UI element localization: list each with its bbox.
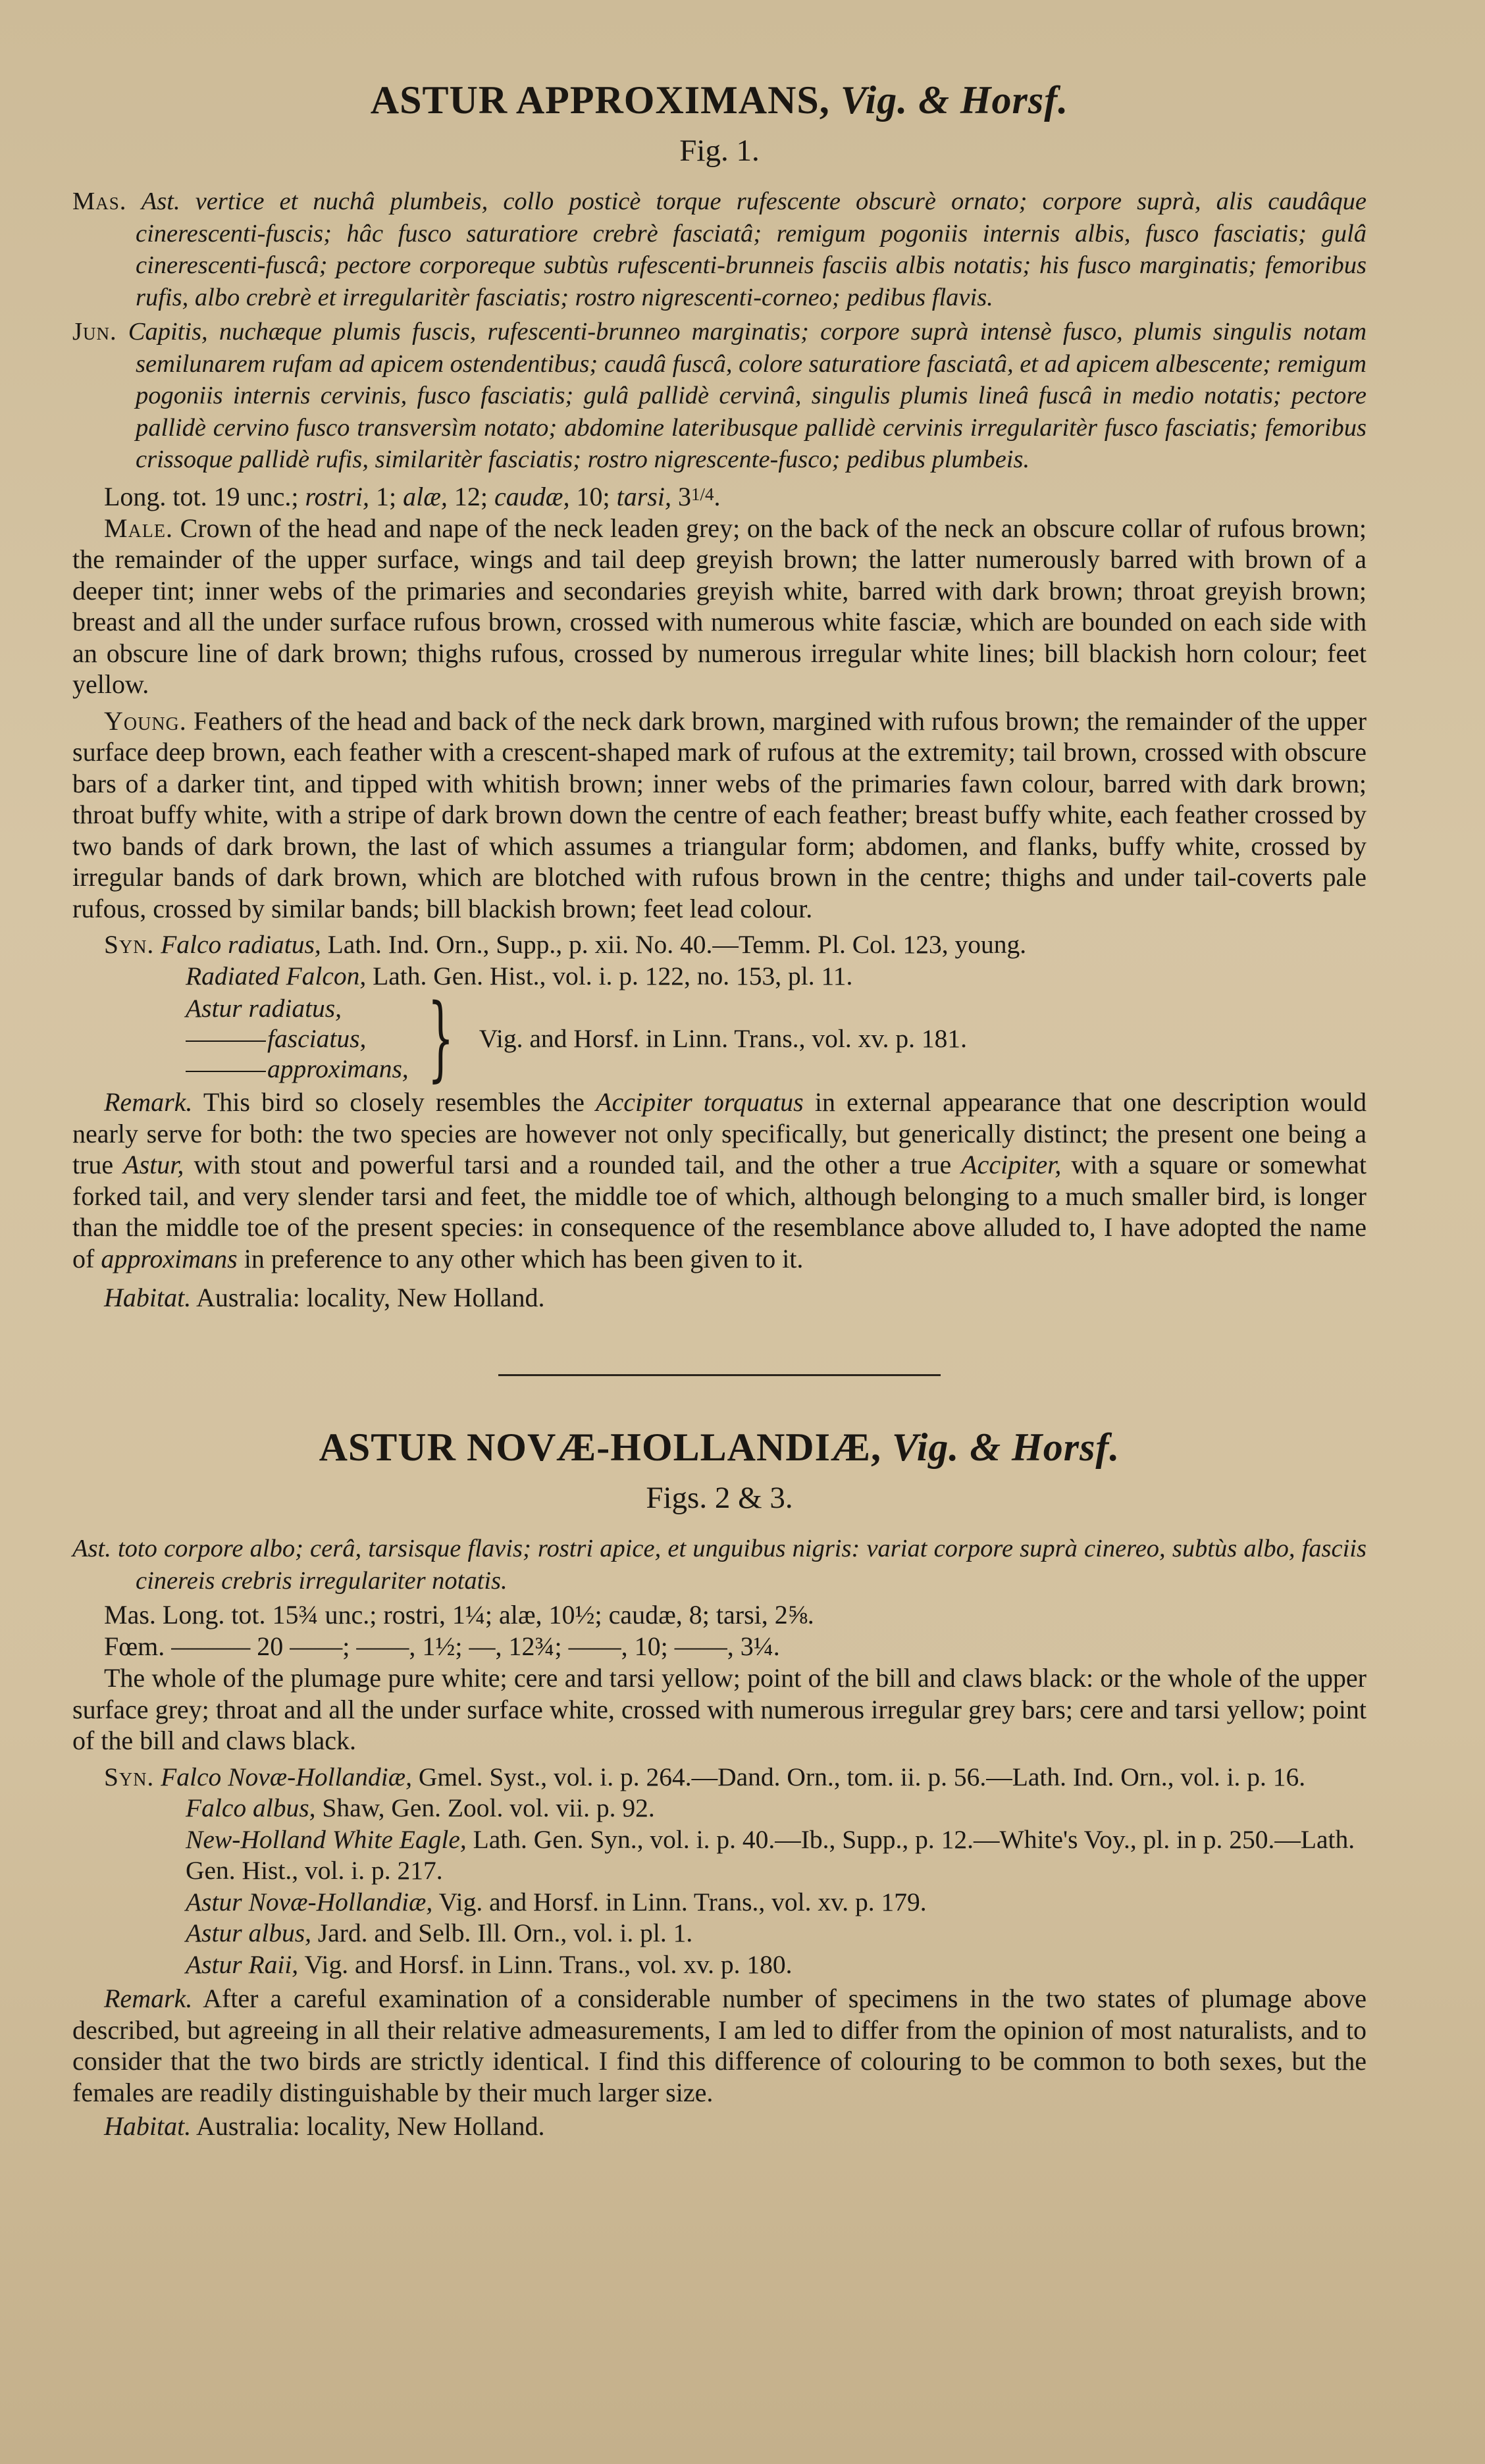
remark-label-2: Remark. — [104, 1984, 193, 2014]
measurements-foem: Fœm. ——— 20 ——; ——, 1½; —, 12¾; ——, 10; ——, 3¼. — [104, 1631, 780, 1662]
habitat-2 — [72, 2111, 1367, 2142]
young-label: Young. — [104, 706, 187, 736]
syn2-2-ref: Shaw, Gen. Zool. vol. vii. p. 92. — [322, 1793, 655, 1823]
ditto-dash — [186, 1040, 266, 1042]
latin-mas — [72, 186, 1367, 313]
m-tot: Long. tot. 19 unc.; — [104, 481, 299, 511]
synonym-2-6 — [72, 1949, 1367, 1981]
habitat-text-2: Australia: locality, New Holland. — [196, 2111, 545, 2142]
syn2-2-name: Falco albus, — [186, 1793, 316, 1823]
species-title-1 — [72, 74, 1367, 126]
habitat-label-1: Habitat. — [104, 1283, 192, 1313]
jun-label: Jun. — [72, 318, 117, 346]
syn2-5-ref: Jard. and Selb. Ill. Orn., vol. i. pl. 1. — [317, 1918, 693, 1948]
synonym-1 — [72, 929, 1367, 961]
remark-seg: approximans — [101, 1243, 238, 1273]
remark-seg: with stout and powerful tarsi and a rounded tail, and the other a true — [194, 1150, 952, 1180]
syn-label-1: Syn. — [104, 930, 155, 960]
synonym-2-2 — [72, 1793, 1367, 1824]
brace-name-1: Astur radiatus, — [186, 994, 342, 1023]
m-alae: 12; — [454, 481, 488, 511]
jun-text: Capitis, nuchæque plumis fuscis, rufescenti-brunneo marginatis; corpore suprà intensè fusco, plumis singulis notam semilunarem rufam ad apicem ostendentibus; caudâ fuscâ, colore saturatiore fasciatâ, et ad apicem albescente; remigum pogoniis internis cervinis, fusco fasciatis; gulâ pallidè cervinâ, singulis plumis lineâ fuscâ in medio notatis; pectore pallidè cervino fusco transversìm notato; abdomine lateribusque pallidè cervinis irregularitèr fusco fasciatis; femoribus crissoque pallidè rufis, similaritèr fasciatis; rostro nigrescente-fusco; pedibus plumbeis. — [128, 318, 1367, 473]
male-description — [72, 513, 1367, 700]
synonym-2 — [72, 961, 1367, 992]
habitat-text-1: Australia: locality, New Holland. — [196, 1283, 545, 1313]
syn2-name: Radiated Falcon, — [186, 961, 367, 990]
remark-seg: Accipiter torquatus — [596, 1087, 804, 1117]
synonym-2-1 — [72, 1762, 1367, 1793]
remark-seg: This bird so closely resembles the — [203, 1087, 585, 1117]
syn2-1-ref: Gmel. Syst., vol. i. p. 264.—Dand. Orn., tom. ii. p. 56.—Lath. Ind. Orn., vol. i. p. 16. — [418, 1762, 1306, 1791]
remark-seg: in preference to any other which has been given to it. — [244, 1243, 804, 1273]
species-name: ASTUR NOVÆ-HOLLANDIÆ, — [319, 1425, 881, 1470]
measurements-mas: Mas. Long. tot. 15¾ unc.; rostri, 1¼; alæ, 10½; caudæ, 8; tarsi, 2⅝. — [104, 1600, 814, 1630]
mas-text: Ast. vertice et nuchâ plumbeis, collo posticè torque rufescente obscurè ornato; corpore suprà, alis caudâque cinerescenti-fuscis; hâc fusco saturatiore crebrè fasciatâ; remigum pogoniis internis albis, fusco fasciatis; gulâ cinerescenti-fuscâ; pectore corporeque subtùs rufescenti-brunneis fasciis albis notatis; his fusco marginatis; femoribus rufis, albo crebrè et irregularitèr fasciatis; rostro nigrescenti-corneo; pedibus flavis. — [136, 188, 1367, 311]
habitat-label-2: Habitat. — [104, 2111, 192, 2142]
m-alae-label: alæ, — [403, 481, 448, 511]
m-tarsi-frac: 1/4 — [690, 484, 714, 504]
m-rostri-label: rostri, — [305, 481, 369, 511]
remark-2 — [72, 1983, 1367, 2108]
brace-synonyms — [72, 985, 1367, 1092]
syn2-ref: Lath. Gen. Hist., vol. i. p. 122, no. 153, pl. 11. — [373, 961, 853, 990]
curly-brace: } — [427, 985, 454, 1092]
syn2-3-name: New-Holland White Eagle, — [186, 1824, 467, 1854]
m-caudae: 10; — [576, 481, 610, 511]
brace-name-2: fasciatus, — [267, 1024, 367, 1054]
m-end: . — [714, 481, 721, 511]
species-authority: Vig. & Horsf. — [892, 1425, 1120, 1470]
remark-seg: Astur, — [123, 1150, 184, 1180]
latin-jun — [72, 316, 1367, 476]
figure-ref-1: Fig. 1. — [679, 134, 760, 168]
species-title-2 — [72, 1421, 1367, 1474]
m-tarsi: 3 — [677, 481, 691, 511]
young-description — [72, 706, 1367, 925]
figure-ref-2: Figs. 2 & 3. — [646, 1481, 793, 1516]
habitat-1 — [72, 1282, 1367, 1314]
brace-name-3: approximans, — [267, 1054, 409, 1084]
m-rostri: 1; — [375, 481, 397, 511]
m-tarsi-label: tarsi, — [616, 481, 671, 511]
syn2-1-name: Falco Novæ-Hollandiæ, — [161, 1762, 412, 1791]
male-label: Male. — [104, 513, 173, 543]
syn2-4-ref: Vig. and Horsf. in Linn. Trans., vol. xv. p. 179. — [438, 1887, 927, 1916]
description-2: The whole of the plumage pure white; cere and tarsi yellow; point of the bill and claws black: or the whole of the upper surface grey; throat and all the under surface white, crossed with numerous irregular grey bars; cere and tarsi yellow; point of the bill and claws black. — [72, 1663, 1367, 1756]
ditto-dash — [186, 1071, 266, 1072]
syn1-name: Falco radiatus, — [161, 930, 321, 960]
syn2-3-ref: Lath. Gen. Syn., vol. i. p. 40.—Ib., Supp., p. 12.—White's Voy., pl. in p. 250.—Lath. Gen. Hist., vol. i. p. 217. — [186, 1824, 1355, 1886]
brace-names — [186, 993, 409, 1084]
remark-seg: Accipiter, — [961, 1150, 1062, 1180]
remark-label-1: Remark. — [104, 1087, 193, 1117]
syn1-ref: Lath. Ind. Orn., Supp., p. xii. No. 40.—Temm. Pl. Col. 123, young. — [327, 930, 1027, 960]
brace-name-2-row — [186, 1023, 409, 1054]
section-divider — [498, 1374, 941, 1376]
brace-ref: Vig. and Horsf. in Linn. Trans., vol. xv. p. 181. — [479, 1024, 967, 1054]
synonym-2-3 — [72, 1824, 1367, 1887]
measurements-1 — [72, 478, 1367, 513]
remark-text-2: After a careful examination of a considerable number of specimens in the two states of plumage above described, but agreeing in all their relative admeasurements, I am led to differ from the opinion of most naturalists, and to consider that the two birds are strictly identical. I find this difference of colouring to be common to both sexes, but the females are readily distinguishable by their much larger size. — [72, 1984, 1367, 2107]
latin-description-2: Ast. toto corpore albo; cerâ, tarsisque flavis; rostri apice, et unguibus nigris: variat corpore suprà cinereo, subtùs albo, fasciis cinereis crebris irregulariter notatis. — [72, 1535, 1367, 1595]
m-caudae-label: caudæ, — [494, 481, 570, 511]
species-authority: Vig. & Horsf. — [840, 78, 1069, 122]
syn2-6-name: Astur Raii, — [186, 1949, 299, 1979]
synonym-2-4 — [72, 1887, 1367, 1918]
male-text: Crown of the head and nape of the neck leaden grey; on the back of the neck an obscure collar of rufous brown; the remainder of the upper surface, wings and tail deep greyish brown; the latter numerously barred with brown of a deeper tint; inner webs of the primaries and secondaries greyish white, barred with dark brown; throat greyish brown; breast and all the under surface rufous brown, crossed with numerous white fasciæ, which are bounded on each side with an obscure line of dark brown; thighs rufous, crossed by numerous irregular white lines; bill blackish horn colour; feet yellow. — [72, 513, 1367, 700]
synonym-2-5 — [72, 1918, 1367, 1949]
remark-seg: with a square or somewhat forked tail, and very slender tarsi and feet, the middle toe of which, although belonging to a much smaller bird, is longer than the middle toe of the present species: in consequence of the resemblance above alluded to, I have adopted the name of — [72, 1150, 1367, 1273]
young-text: Feathers of the head and back of the neck dark brown, margined with rufous brown; the remainder of the upper surface deep brown, each feather with a crescent-shaped mark of rufous at the extremity; tail brown, crossed with obscure bars of a darker tint, and tipped with whitish brown; inner webs of the primaries fawn colour, barred with dark brown; throat buffy white, with a stripe of dark brown down the centre of each feather; breast buffy white, each feather crossed by two bands of dark brown, the last of which assumes a triangular form; abdomen, and flanks, buffy white, crossed by irregular bands of dark brown, which are blotched with rufous brown in the centre; thighs and under tail-coverts pale rufous, crossed by similar bands; bill blackish brown; feet lead colour. — [72, 706, 1367, 923]
syn2-5-name: Astur albus, — [186, 1918, 311, 1948]
brace-name-3-row — [186, 1054, 409, 1084]
remark-1 — [72, 1087, 1367, 1274]
syn-label-2: Syn. — [104, 1762, 155, 1791]
remark-seg: in external appearance that one description would nearly serve for both: the two species are however not only specifically, but generically distinct; the present one being a true — [72, 1087, 1367, 1180]
species-name: ASTUR APPROXIMANS, — [370, 78, 830, 122]
syn2-4-name: Astur Novæ-Hollandiæ, — [186, 1887, 433, 1916]
mas-label: Mas. — [72, 188, 127, 215]
syn2-6-ref: Vig. and Horsf. in Linn. Trans., vol. xv. p. 180. — [304, 1949, 793, 1979]
